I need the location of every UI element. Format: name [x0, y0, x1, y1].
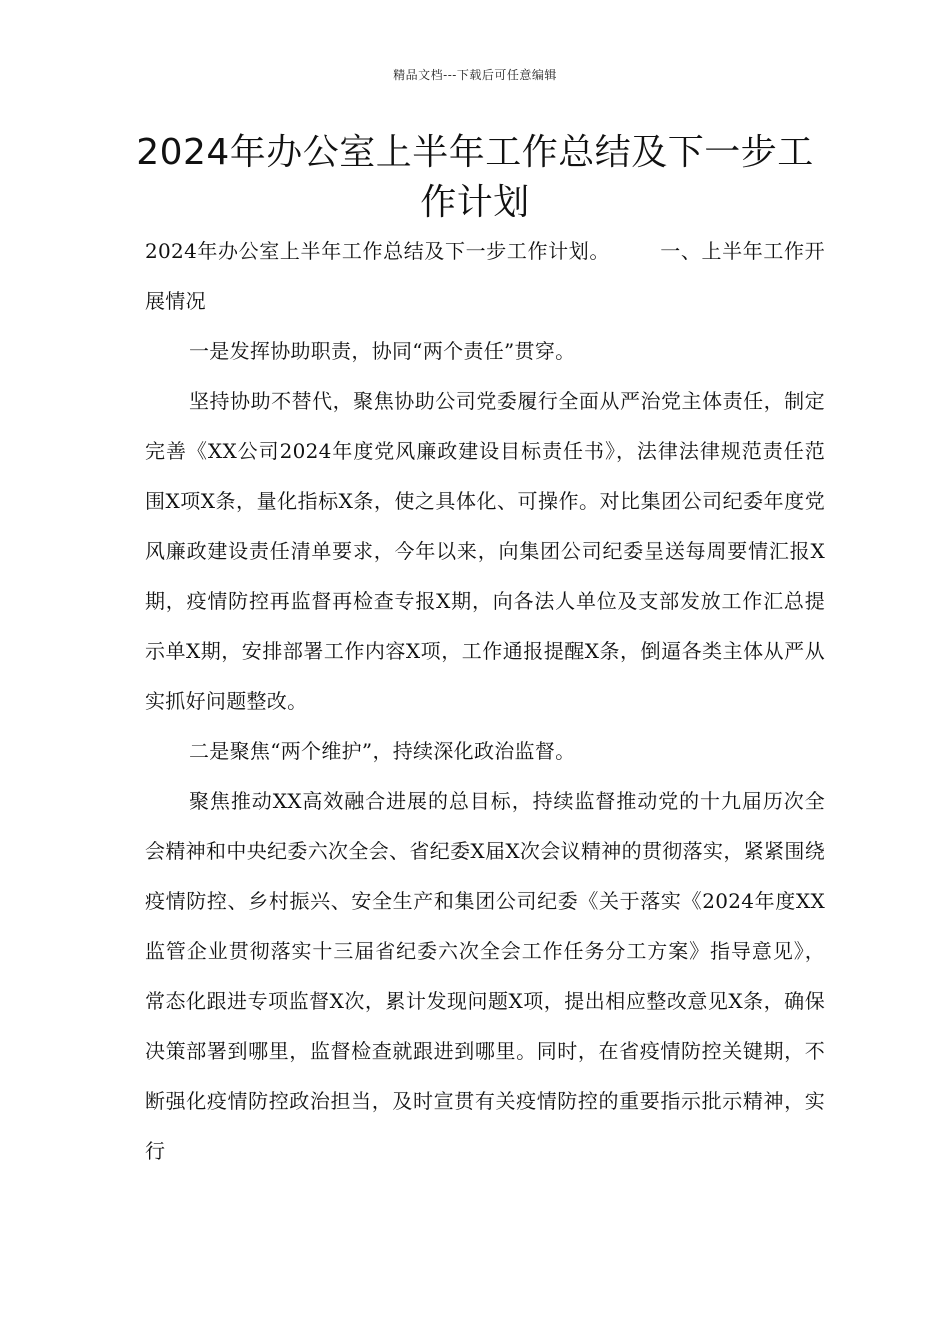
paragraph-3: 二是聚焦“两个维护”，持续深化政治监督。 [189, 739, 576, 763]
header-note: 精品文档---下载后可任意编辑 [393, 68, 557, 82]
paragraph-1: 一是发挥协助职责，协同“两个责任”贯穿。 [189, 339, 576, 363]
document-body [145, 226, 825, 1176]
section-heading: 一、上半年工作开展情况 [145, 239, 825, 313]
document-title: 2024年办公室上半年工作总结及下一步工作计划 [136, 132, 814, 223]
intro-paragraph [145, 226, 825, 326]
intro-text: 2024年办公室上半年工作总结及下一步工作计划。 [145, 239, 610, 263]
paragraph-2: 坚持协助不替代，聚焦协助公司党委履行全面从严治党主体责任，制定完善《XX公司2024年度党风廉政建设目标责任书》，法律法律规范责任范围X项X条，量化指标X条，使之具体化、可操作。对比集团公司纪委年度党风廉政建设责任清单要求，今年以来，向集团公司纪委呈送每周要情汇报X期，疫情防控再监督再检查专报X期，向各法人单位及支部发放工作汇总提示单X期，安排部署工作内容X项，工作通报提醒X条，倒逼各类主体从严从实抓好问题整改。 [145, 389, 825, 713]
paragraph-4: 聚焦推动XX高效融合进展的总目标，持续监督推动党的十九届历次全会精神和中央纪委六次全会、省纪委X届X次会议精神的贯彻落实，紧紧围绕疫情防控、乡村振兴、安全生产和集团公司纪委《关于落实《2024年度XX监管企业贯彻落实十三届省纪委六次全会工作任务分工方案》指导意见》，常态化跟进专项监督X次，累计发现问题X项，提出相应整改意见X条，确保决策部署到哪里，监督检查就跟进到哪里。同时，在省疫情防控关键期，不断强化疫情防控政治担当，及时宣贯有关疫情防控的重要指示批示精神，实行 [145, 789, 825, 1163]
